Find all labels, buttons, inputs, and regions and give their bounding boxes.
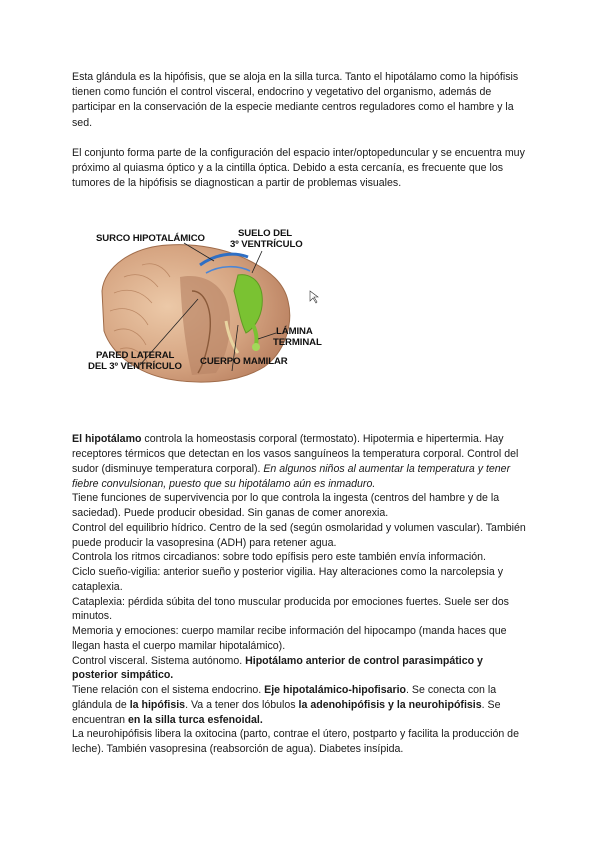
paragraph-cataplexia: Cataplexia: pérdida súbita del tono muscular producida por emociones fuertes. Suele ser dos minutos.	[72, 595, 509, 623]
label-pared-line2: DEL 3º VENTRÍCULO	[88, 361, 182, 373]
paragraph-supervivencia: Tiene funciones de supervivencia por lo que controla la ingesta (centros del hambre y de la saciedad). Puede producir obesidad. Sin ganas de comer anorexia.	[72, 492, 500, 520]
text-endocrino-a: Tiene relación con el sistema endocrino.	[72, 684, 265, 697]
paragraph-equilibrio-hidrico: Control del equilibrio hídrico. Centro de la sed (según osmolaridad y volumen vascular). También puede producir la vasopresina (ADH) para retener agua.	[72, 521, 526, 549]
paragraph-hipotalamo	[72, 432, 528, 491]
text-endocrino-c: . Se conecta con la glándula de	[72, 684, 497, 711]
paragraph-ciclo-sueno: Ciclo sueño-vigilia: anterior sueño y posterior vigilia. Hay alteraciones como la narcolepsia y cataplexia.	[72, 566, 504, 593]
label-lamina-line1: LÁMINA	[276, 326, 313, 338]
label-cuerpo-mamilar: CUERPO MAMILAR	[200, 356, 288, 368]
label-suelo-line2: 3º VENTRÍCULO	[230, 239, 303, 251]
label-suelo-line1: SUELO DEL	[238, 228, 293, 240]
intro-paragraph-2: El conjunto forma parte de la configuración del espacio inter/optopeduncular y se encuentra muy próximo al quiasma óptico y a la cintilla óptica. Debido a esta cercanía, es frecuente que los tumores de la hipófisis se diagnostican a partir de problemas visuales.	[72, 146, 525, 190]
paragraph-sistema-endocrino	[72, 683, 528, 727]
bold-silla-turca: en la silla turca esfenoidal.	[127, 713, 263, 726]
intro-paragraph-1: Esta glándula es la hipófisis, que se aloja en la silla turca. Tanto el hipotálamo como la hipófisis tienen como función el control visceral, endocrino y vegetativo del organismo, además de participar en la conservación de la especie mediante centros reguladores como el hambre y la sed.	[72, 71, 519, 129]
italic-ninos: En algunos niños al aumentar la temperatura y tener fiebre convulsionan, puesto que su hipotálamo aún es inmaduro.	[72, 462, 511, 490]
body-text	[72, 432, 528, 757]
brain-diagram	[88, 221, 324, 389]
bold-hipotalamo: El hipotálamo	[72, 433, 142, 446]
paragraph-ritmos-circadianos: Controla los ritmos circadianos: sobre todo epífisis pero este también envía información.	[72, 551, 486, 564]
bold-eje: Eje hipotalámico-hipofisario	[264, 684, 407, 697]
label-pared-line1: PARED LATERAL	[96, 350, 175, 362]
text-endocrino-e: . Va a tener dos lóbulos	[185, 698, 299, 711]
document-page	[72, 70, 528, 757]
bold-hipofisis: la hipófisis	[129, 698, 186, 711]
bold-hipotalamo-anterior: Hipotálamo anterior de control parasimpático y posterior simpático.	[72, 654, 483, 682]
paragraph-neurohipofisis: La neurohipófisis libera la oxitocina (parto, contrae el útero, postparto y facilita la producción de leche). También vasopresina (reabsorción de agua). Diabetes insípida.	[72, 728, 519, 756]
bold-lobulos: la adenohipófisis y la neurohipófisis	[298, 698, 482, 711]
text-control-visceral: Control visceral. Sistema autónomo.	[72, 654, 246, 667]
paragraph-memoria: Memoria y emociones: cuerpo mamilar recibe información del hipocampo (manda haces que llegan hasta el cuerpo mamilar hipotalámico).	[72, 625, 507, 652]
text-hipotalamo: controla la homeostasis corporal (termostato). Hipotermia e hipertermia. Hay receptores térmicos que detectan en los vasos sanguíneos la temperatura corporal. Control del sudor (disminuye temperatura corporal).	[72, 433, 519, 475]
label-lamina-line2: TERMINAL	[273, 337, 322, 349]
text-endocrino-g: . Se encuentran	[72, 698, 501, 726]
label-surco-hipotalamico: SURCO HIPOTALÁMICO	[96, 233, 205, 245]
paragraph-control-visceral	[72, 654, 528, 684]
